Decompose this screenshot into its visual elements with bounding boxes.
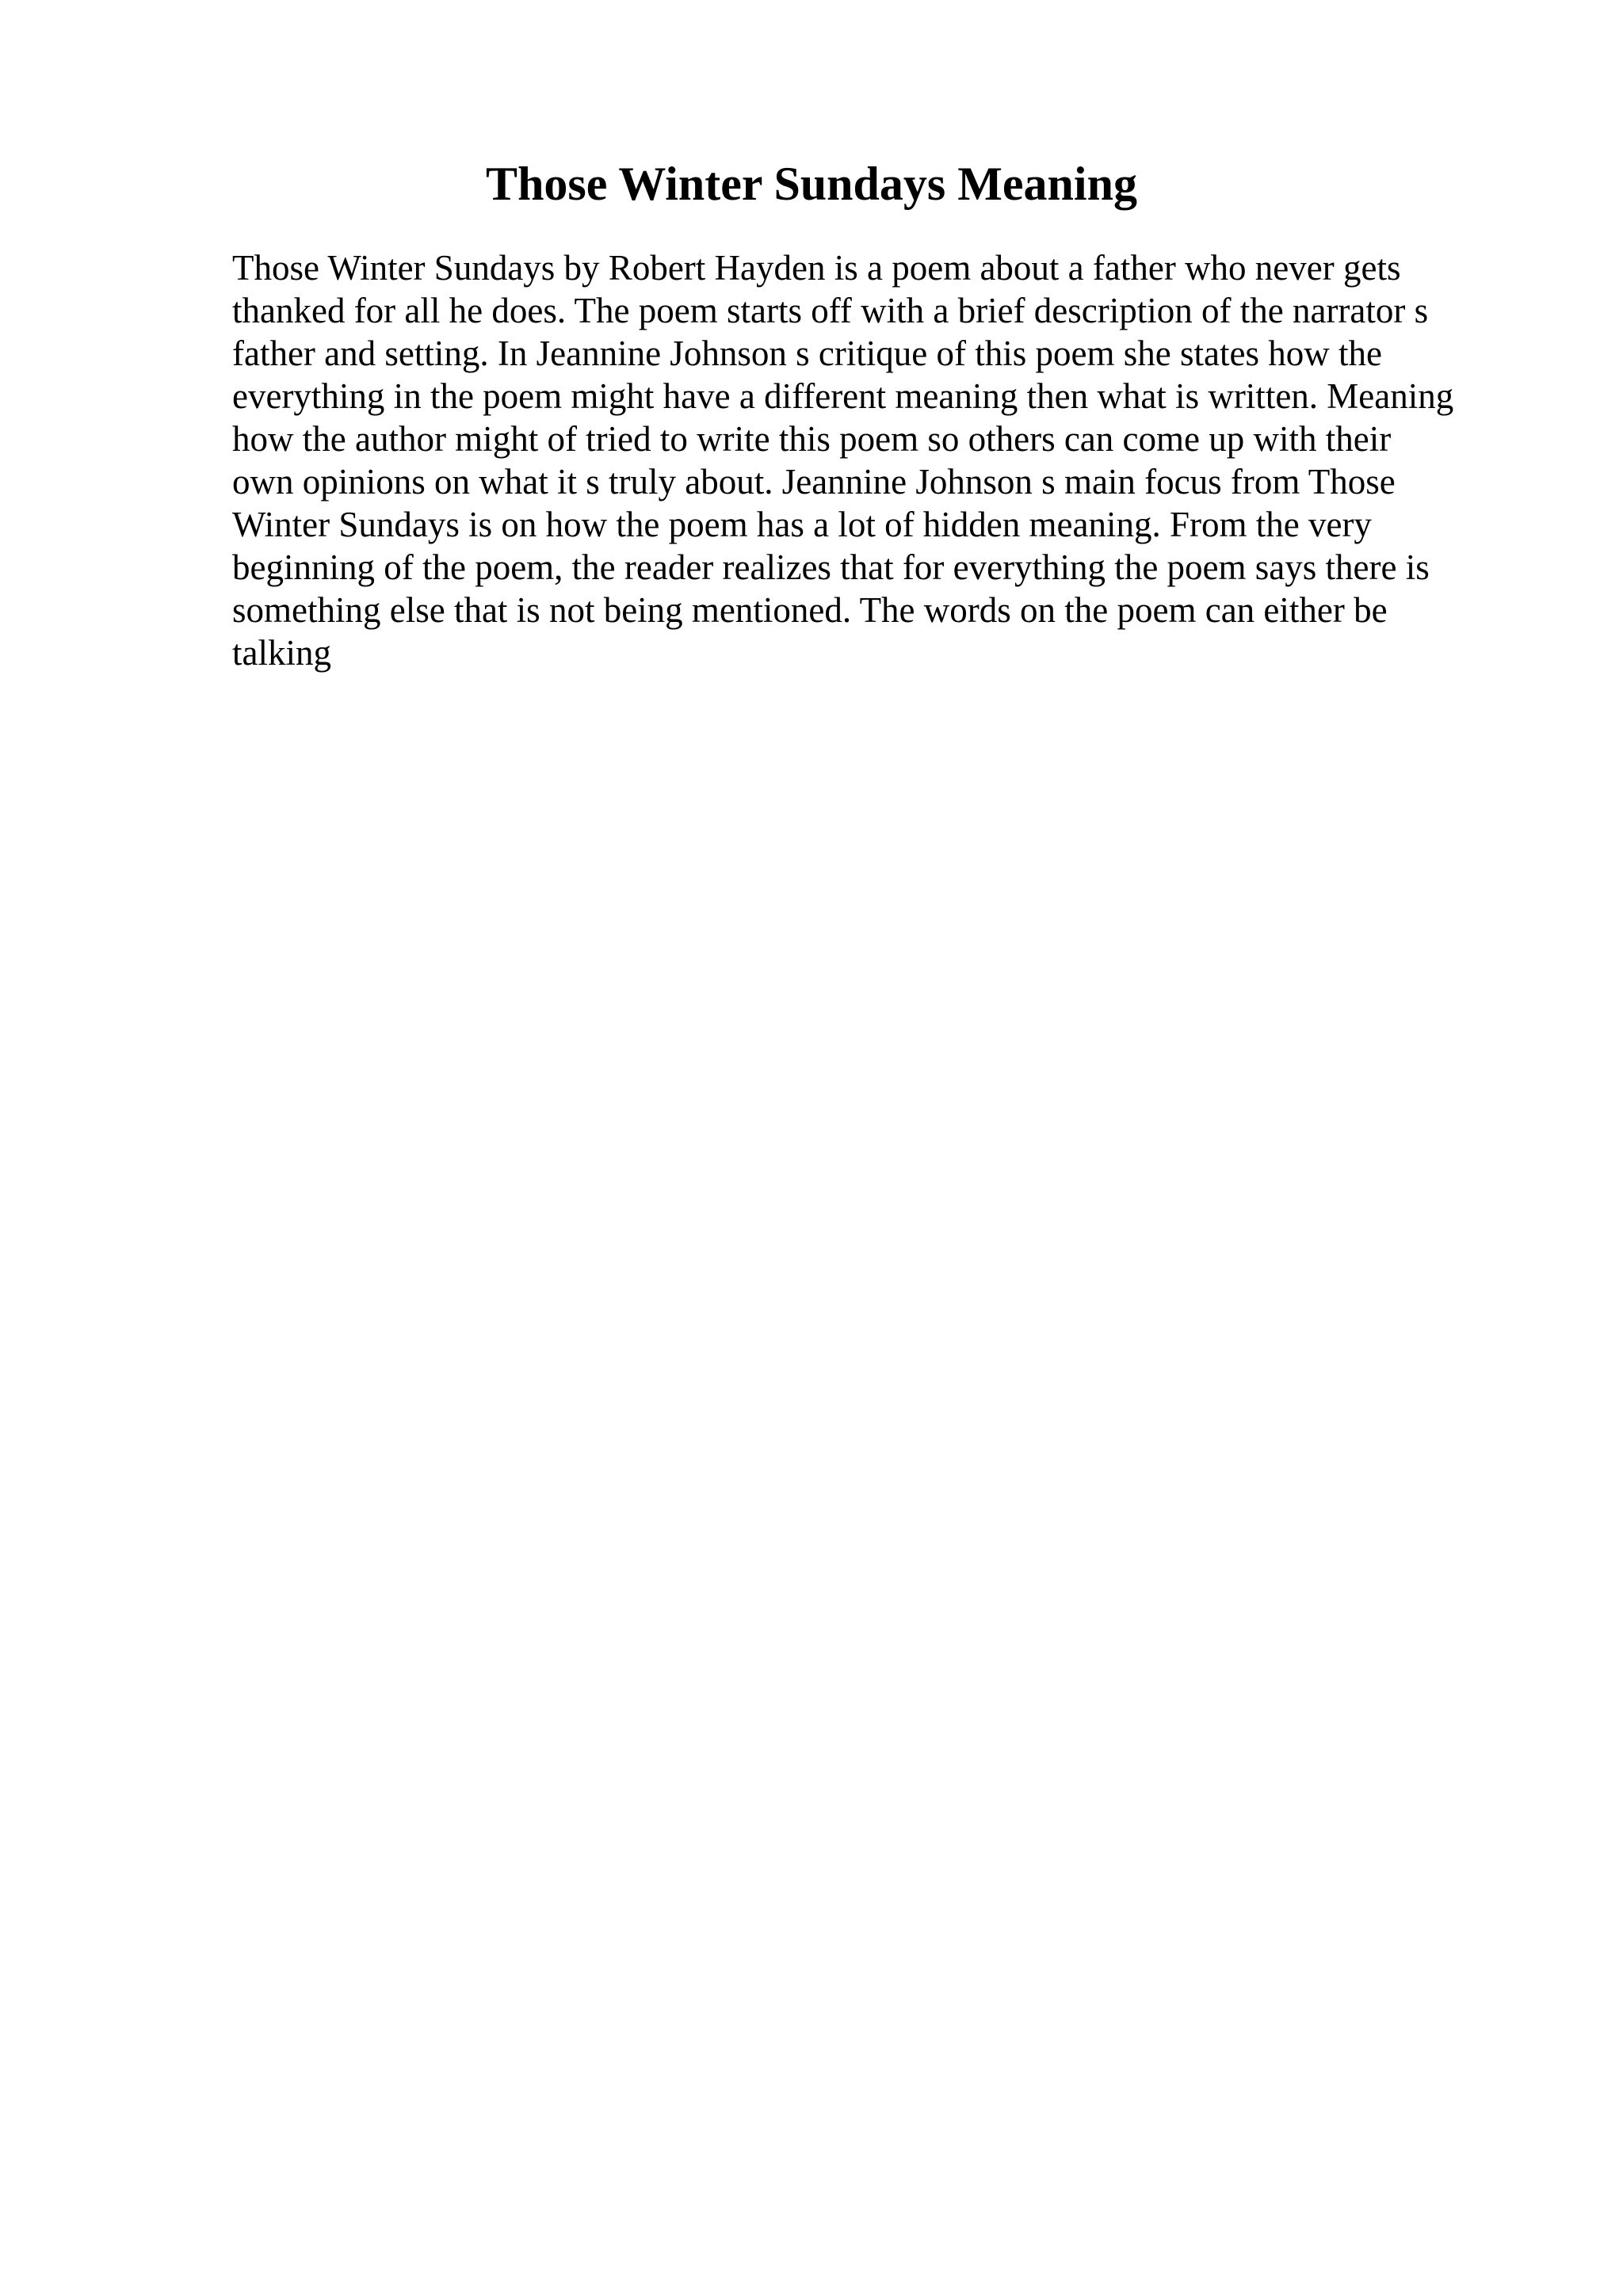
body-line: father and setting. In Jeannine Johnson s critique of this poem she states how the	[232, 334, 1382, 373]
body-line: everything in the poem might have a different meaning then what is written. Meaning	[232, 376, 1454, 416]
body-line: something else that is not being mentioned. The words on the poem can either be	[232, 590, 1388, 630]
body-line: Winter Sundays is on how the poem has a lot of hidden meaning. From the very	[232, 505, 1372, 544]
body-line: own opinions on what it s truly about. Jeannine Johnson s main focus from Those	[232, 462, 1396, 502]
body-line: how the author might of tried to write this poem so others can come up with their	[232, 419, 1392, 459]
body-line: thanked for all he does. The poem starts off with a brief description of the narrator s	[232, 291, 1429, 330]
document-title: Those Winter Sundays Meaning	[486, 158, 1137, 210]
body-line: talking	[232, 633, 331, 673]
body-line: beginning of the poem, the reader realizes that for everything the poem says there is	[232, 547, 1430, 587]
document-body	[232, 246, 1516, 674]
body-line: Those Winter Sundays by Robert Hayden is a poem about a father who never gets	[232, 248, 1401, 288]
